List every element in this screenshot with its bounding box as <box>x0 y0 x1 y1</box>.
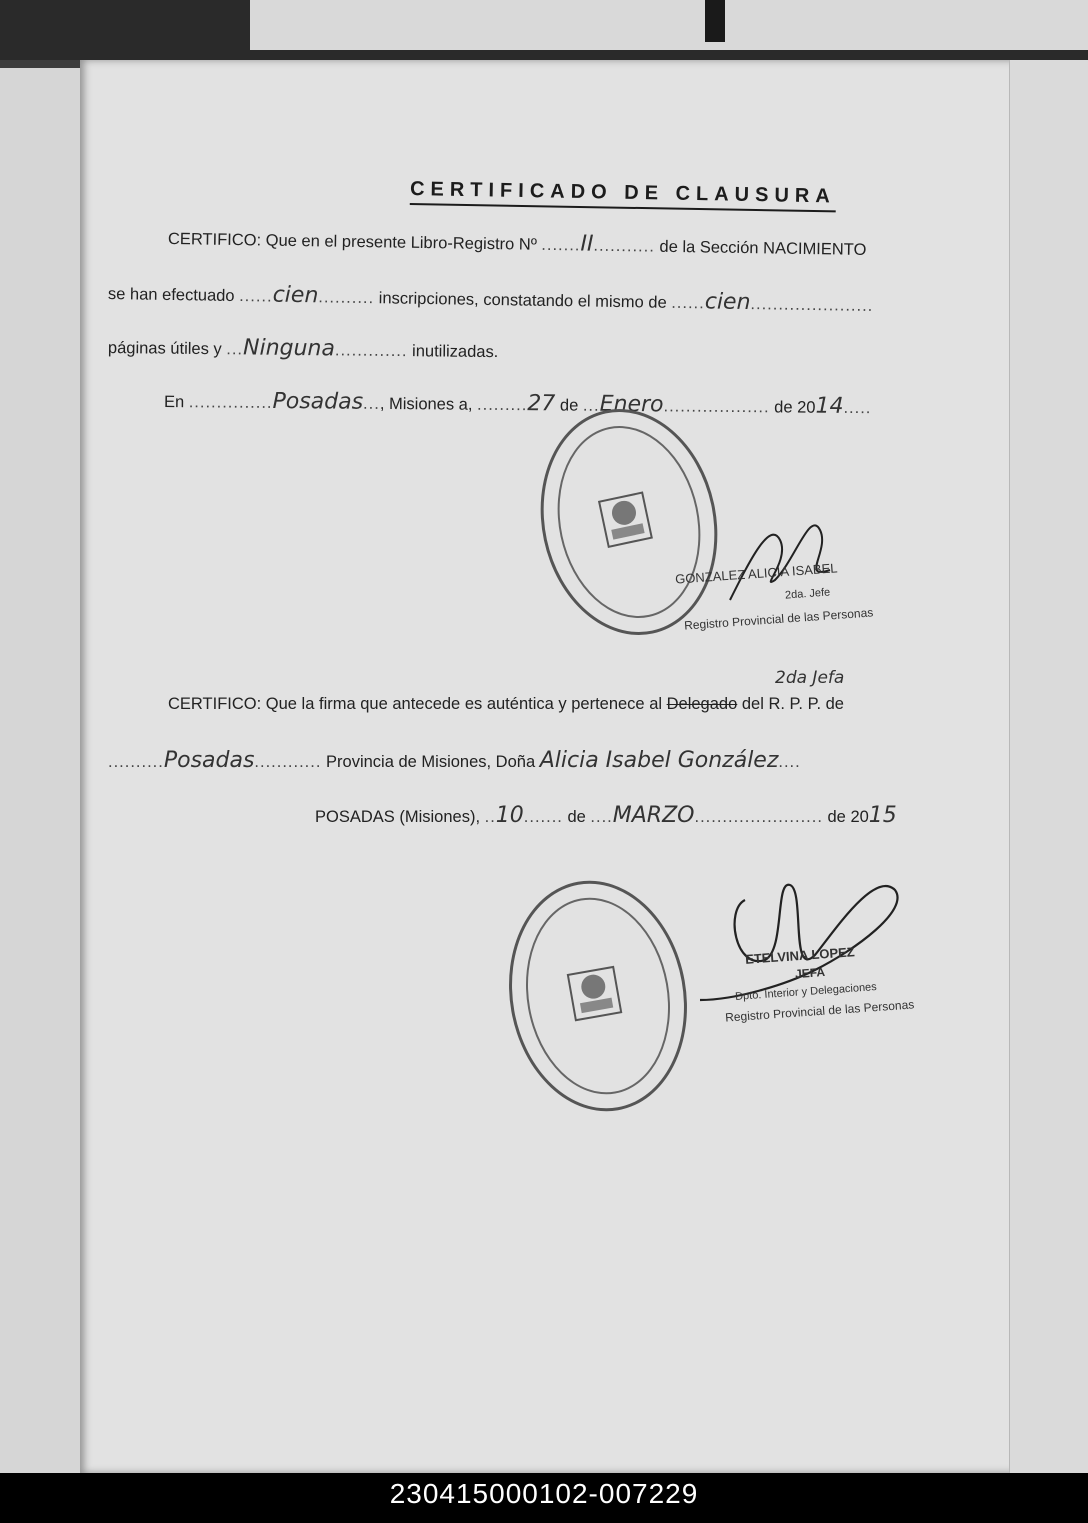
official-seal-2 <box>491 866 705 1125</box>
handwritten-nombre: Alicia Isabel González <box>539 748 779 773</box>
paragraph-autenticidad: CERTIFICO: Que la firma que antecede es auténtica y pertenece al Delegado del R. P. P. de <box>168 695 844 713</box>
paragraph-inutilizadas: páginas útiles y ...Ninguna............. inutilizadas. <box>107 335 499 362</box>
signer-2-dept: Dpto. Interior y Delegaciones <box>734 981 878 1003</box>
handwritten-paginas: cien <box>704 289 751 316</box>
signer-2-role: JEFA <box>794 964 826 982</box>
left-page-edge <box>0 68 91 1473</box>
paragraph-provincia: ..........Posadas............ Provincia de Misiones, Doña Alicia Isabel González.... <box>108 748 801 773</box>
signer-1-name: GONZALEZ ALICIA ISABEL <box>674 560 838 587</box>
paragraph-lugar-fecha-2: POSADAS (Misiones), ..10....... de ....MARZO....................... de 2015 <box>315 803 897 828</box>
handwritten-anio-2: 15 <box>868 803 897 828</box>
signer-1-role: 2da. Jefe <box>784 586 831 602</box>
handwritten-lugar-2: Posadas <box>163 748 255 773</box>
page-title: CERTIFICADO DE CLAUSURA <box>410 178 836 212</box>
handwritten-mes-2: MARZO <box>612 803 695 828</box>
document-id-code: 230415000102-007229 <box>389 1478 699 1509</box>
signer-2-name: ETELVINA LOPEZ <box>744 944 856 967</box>
signer-2-org: Registro Provincial de las Personas <box>724 997 915 1025</box>
signer-1-org: Registro Provincial de las Personas <box>683 605 874 633</box>
handwritten-dia-2: 10 <box>495 803 524 828</box>
struck-word: Delegado <box>666 695 738 713</box>
handwritten-inscripciones: cien <box>272 282 319 309</box>
handwritten-lugar-1: Posadas <box>272 388 364 415</box>
paragraph-inscripciones: se han efectuado ......cien.......... inscripciones, constatando el mismo de ......cien...................... <box>107 282 874 316</box>
handwritten-anio-1: 14 <box>815 393 844 419</box>
paragraph-lugar-fecha-1: En ...............Posadas..., Misiones a, .........27 de ...Enero................... de 2014..... <box>163 388 872 419</box>
handwritten-dia-1: 27 <box>527 391 556 417</box>
background-top <box>0 0 1088 60</box>
handwritten-mes-1: Enero <box>599 391 664 418</box>
seal-emblem-icon <box>491 868 698 1120</box>
page-margin-edge <box>1009 60 1088 1473</box>
handwritten-inutilizadas: Ninguna <box>242 335 336 362</box>
official-seal-1 <box>520 392 738 651</box>
handwritten-libro-no: II <box>580 231 594 257</box>
binding-clip <box>705 0 725 42</box>
certificate-page <box>80 60 1088 1473</box>
underlying-page-edge <box>250 0 1088 50</box>
paragraph-libro: CERTIFICO: Que en el presente Libro-Registro Nº .......II........... de la Sección NACIMIENTO <box>167 230 867 259</box>
handwritten-annotation: 2da Jefa <box>775 668 845 688</box>
seal-emblem-icon <box>520 391 730 646</box>
